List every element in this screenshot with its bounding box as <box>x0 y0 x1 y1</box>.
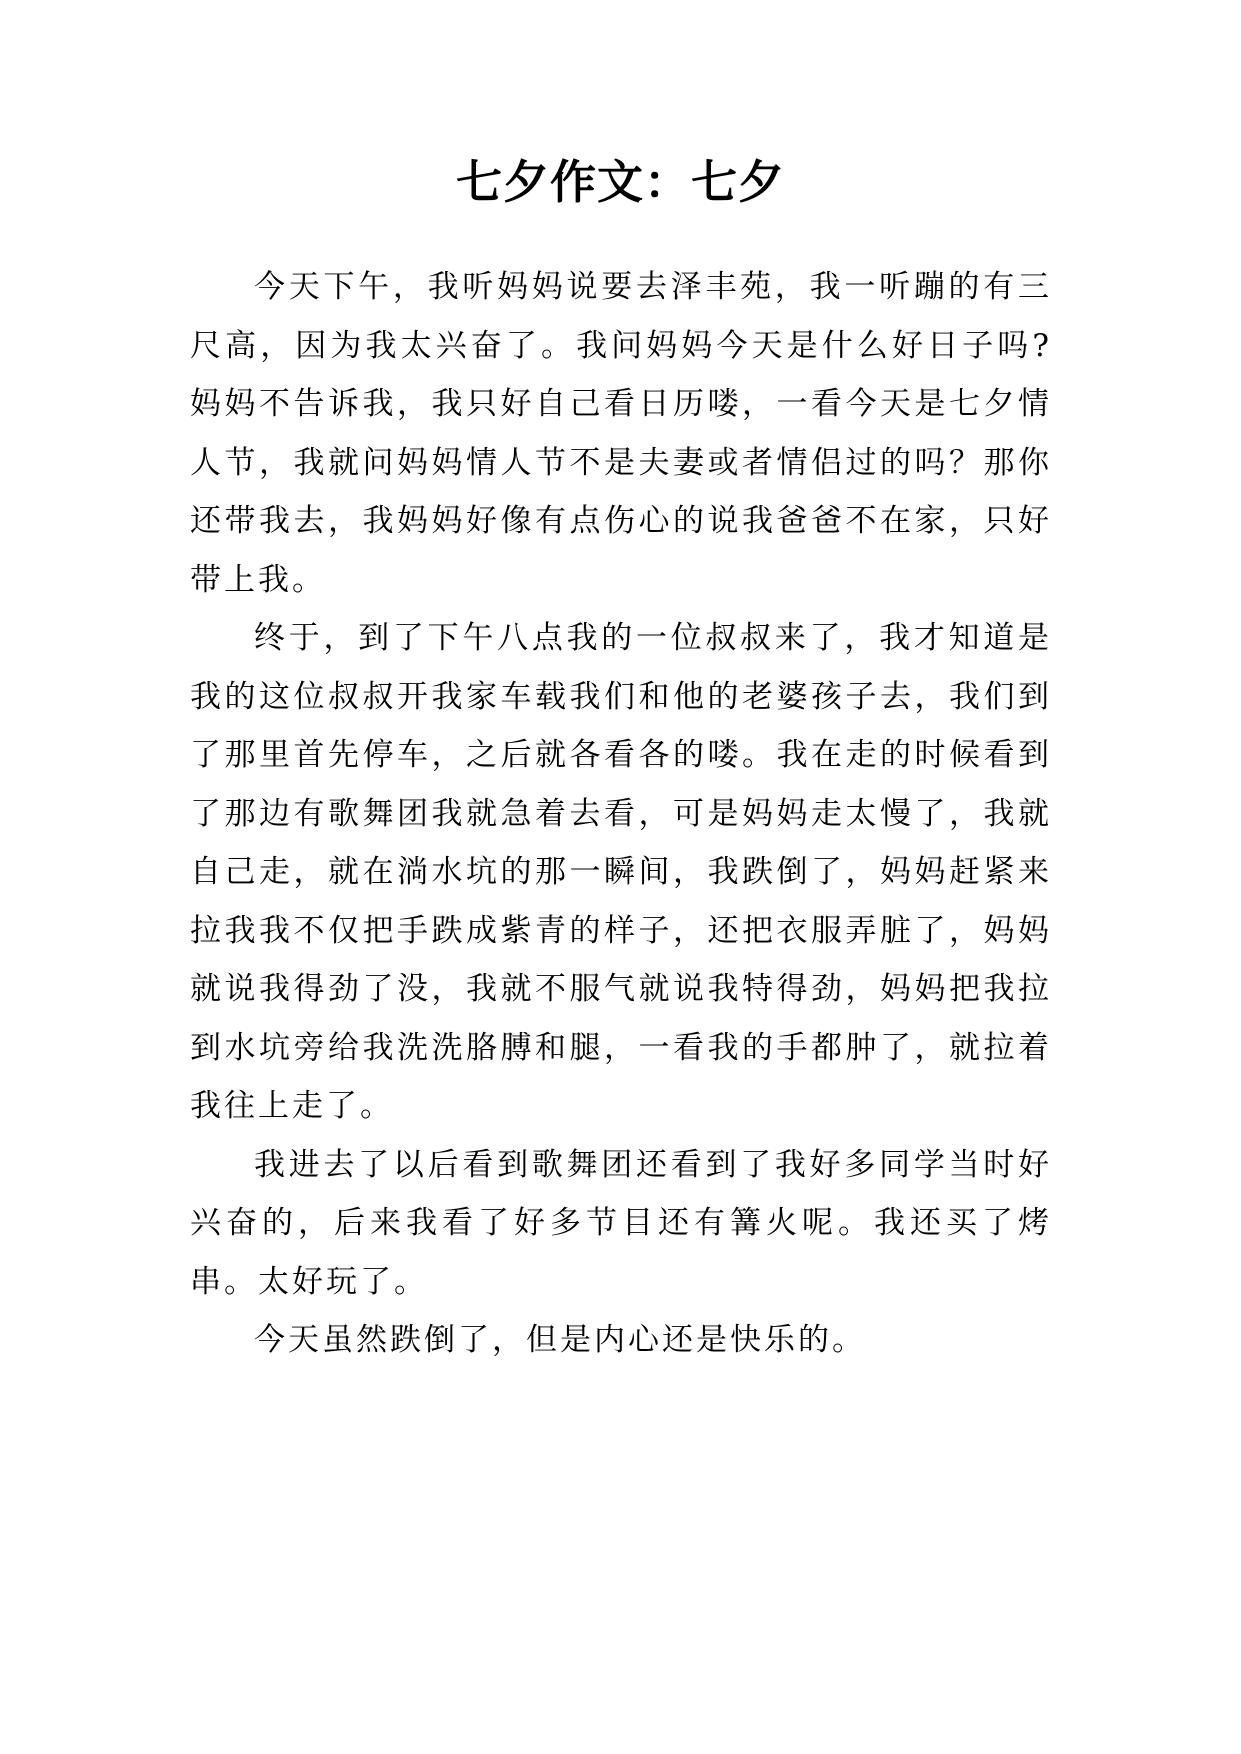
document-title: 七夕作文：七夕 <box>456 155 785 209</box>
paragraph-2: 终于，到了下午八点我的一位叔叔来了，我才知道是我的这位叔叔开我家车载我们和他的老婆孩子去，我们到了那里首先停车，之后就各看各的喽。我在走的时候看到了那边有歌舞团我就急着去看，可是妈妈走太慢了，我就自己走，就在淌水坑的那一瞬间，我跌倒了，妈妈赶紧来拉我我不仅把手跌成紫青的样子，还把衣服弄脏了，妈妈就说我得劲了没，我就不服气就说我特得劲，妈妈把我拉到水坑旁给我洗洗胳膊和腿，一看我的手都肿了，就拉着我往上走了。 <box>190 620 1052 1124</box>
paragraph-4: 今天虽然跌倒了，但是内心还是快乐的。 <box>254 1322 866 1358</box>
document-body <box>190 258 1052 1370</box>
paragraph-3: 我进去了以后看到歌舞团还看到了我好多同学当时好兴奋的，后来我看了好多节目还有篝火呢。我还买了烤串。太好玩了。 <box>190 1146 1052 1300</box>
paragraph-1: 今天下午，我听妈妈说要去泽丰苑，我一听蹦的有三尺高，因为我太兴奋了。我问妈妈今天是什么好日子吗?妈妈不告诉我，我只好自己看日历喽，一看今天是七夕情人节，我就问妈妈情人节不是夫妻或者情侣过的吗？那你还带我去，我妈妈好像有点伤心的说我爸爸不在家，只好带上我。 <box>190 269 1052 598</box>
